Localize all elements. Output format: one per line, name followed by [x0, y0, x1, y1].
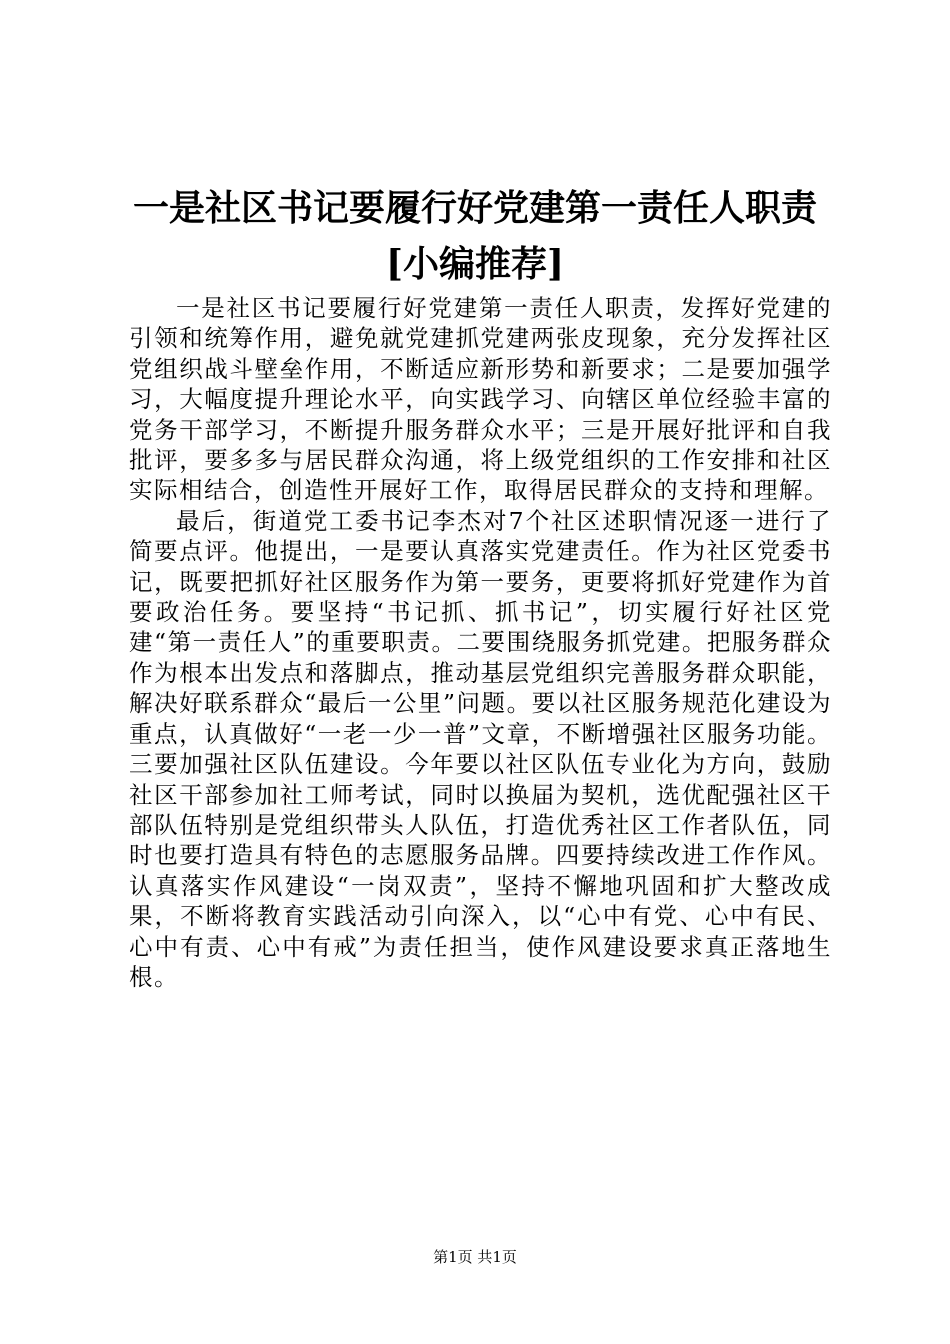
- body-paragraph: 最后，街道党工委书记李杰对7个社区述职情况逐一进行了简要点评。他提出，一是要认真落实党建责任。作为社区党委书记，既要把抓好社区服务作为第一要务，更要将抓好党建作为首要政治任务。要坚持“书记抓、抓书记”，切实履行好社区党建“第一责任人”的重要职责。二要围绕服务抓党建。把服务群众作为根本出发点和落脚点，推动基层党组织完善服务群众职能，解决好联系群众“最后一公里”问题。要以社区服务规范化建设为重点，认真做好“一老一少一普”文章，不断增强社区服务功能。三要加强社区队伍建设。今年要以社区队伍专业化为方向，鼓励社区干部参加社工师考试，同时以换届为契机，选优配强社区干部队伍特别是党组织带头人队伍，打造优秀社区工作者队伍，同时也要打造具有特色的志愿服务品牌。四要持续改进工作作风。认真落实作风建设“一岗双责”，坚持不懈地巩固和扩大整改成果，不断将教育实践活动引向深入，以“心中有党、心中有民、心中有责、心中有戒”为责任担当，使作风建设要求真正落地生根。: [129, 506, 832, 991]
- document-body: [129, 293, 832, 992]
- document-title-suffix: [小编推荐]: [385, 243, 565, 285]
- page-footer: 第1页 共1页: [433, 1248, 517, 1266]
- document-title: 一是社区书记要履行好党建第一责任人职责: [132, 187, 817, 229]
- body-paragraph: 一是社区书记要履行好党建第一责任人职责，发挥好党建的引领和统筹作用，避免就党建抓党建两张皮现象，充分发挥社区党组织战斗壁垒作用，不断适应新形势和新要求；二是要加强学习，大幅度提升理论水平，向实践学习、向辖区单位经验丰富的党务干部学习，不断提升服务群众水平；三是开展好批评和自我批评，要多多与居民群众沟通，将上级党组织的工作安排和社区实际相结合，创造性开展好工作，取得居民群众的支持和理解。: [129, 294, 832, 505]
